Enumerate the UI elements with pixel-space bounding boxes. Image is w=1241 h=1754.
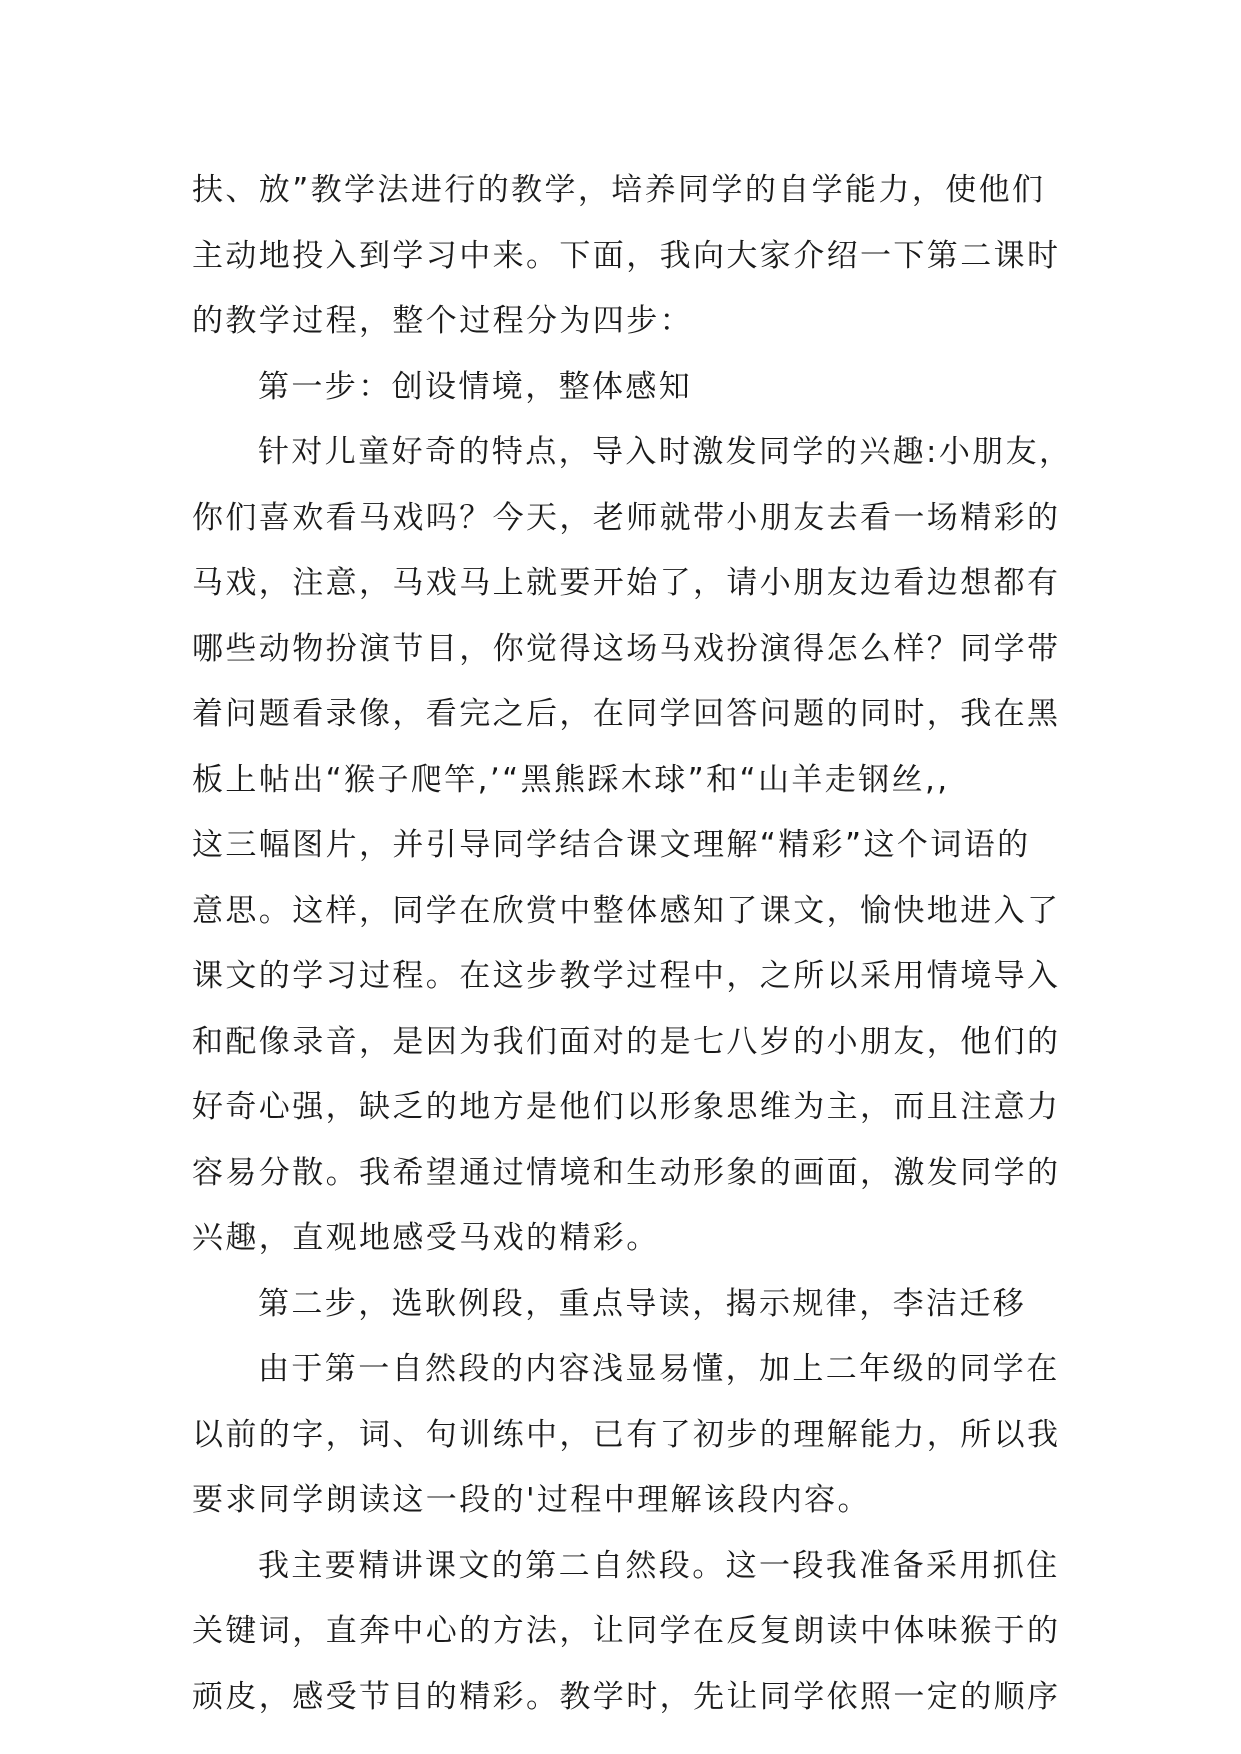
text-line: 顽皮，感受节目的精彩。教学时，先让同学依照一定的顺序 <box>192 1678 1061 1715</box>
paragraph-start-line: 针对儿童好奇的特点，导入时激发同学的兴趣:小朋友， <box>258 434 1073 470</box>
section-heading: 第二步，选耿例段，重点导读，揭示规律，李洁迁移 <box>258 1285 1027 1322</box>
section-heading: 第一步：创设情境，整体感知 <box>258 368 693 405</box>
text-line: 哪些动物扮演节目，你觉得这场马戏扮演得怎么样？同学带 <box>192 630 1061 667</box>
text-line: 以前的字，词、句训练中，已有了初步的理解能力，所以我 <box>192 1416 1061 1453</box>
text-line: 意思。这样，同学在欣赏中整体感知了课文，愉快地进入了 <box>192 892 1061 929</box>
text-line: 的教学过程，整个过程分为四步： <box>192 303 693 339</box>
text-line: 兴趣，直观地感受马戏的精彩。 <box>192 1220 660 1256</box>
text-line: 着问题看录像，看完之后，在同学回答问题的同时，我在黑 <box>192 696 1061 732</box>
text-line: 马戏，注意，马戏马上就要开始了，请小朋友边看边想都有 <box>192 565 1061 601</box>
text-line: 和配像录音，是因为我们面对的是七八岁的小朋友，他们的 <box>192 1023 1061 1060</box>
paragraph-start-line: 我主要精讲课文的第二自然段。这一段我准备采用抓住 <box>258 1547 1060 1584</box>
text-line: 这三幅图片，并引导同学结合课文理解“精彩”这个词语的 <box>192 827 1031 863</box>
text-line: 课文的学习过程。在这步教学过程中，之所以采用情境导入 <box>192 958 1061 994</box>
text-line: 主动地投入到学习中来。下面，我向大家介绍一下第二课时 <box>192 237 1061 274</box>
text-line: 扶、放”教学法进行的教学，培养同学的自学能力，使他们 <box>192 172 1046 208</box>
body-text <box>192 158 1073 1730</box>
text-line: 要求同学朗读这一段的'过程中理解该段内容。 <box>192 1482 871 1518</box>
text-line: 你们喜欢看马戏吗？今天，老师就带小朋友去看一场精彩的 <box>192 499 1061 536</box>
text-line: 板上帖出“猴子爬竿,’“黑熊踩木球”和“山羊走钢丝,, <box>192 761 950 798</box>
text-line: 容易分散。我希望通过情境和生动形象的画面，激发同学的 <box>192 1154 1061 1191</box>
text-line: 关键词，直奔中心的方法，让同学在反复朗读中体味猴于的 <box>192 1613 1061 1649</box>
text-line: 好奇心强，缺乏的地方是他们以形象思维为主，而且注意力 <box>192 1089 1061 1125</box>
paragraph-start-line: 由于第一自然段的内容浅显易懂，加上二年级的同学在 <box>258 1351 1060 1387</box>
